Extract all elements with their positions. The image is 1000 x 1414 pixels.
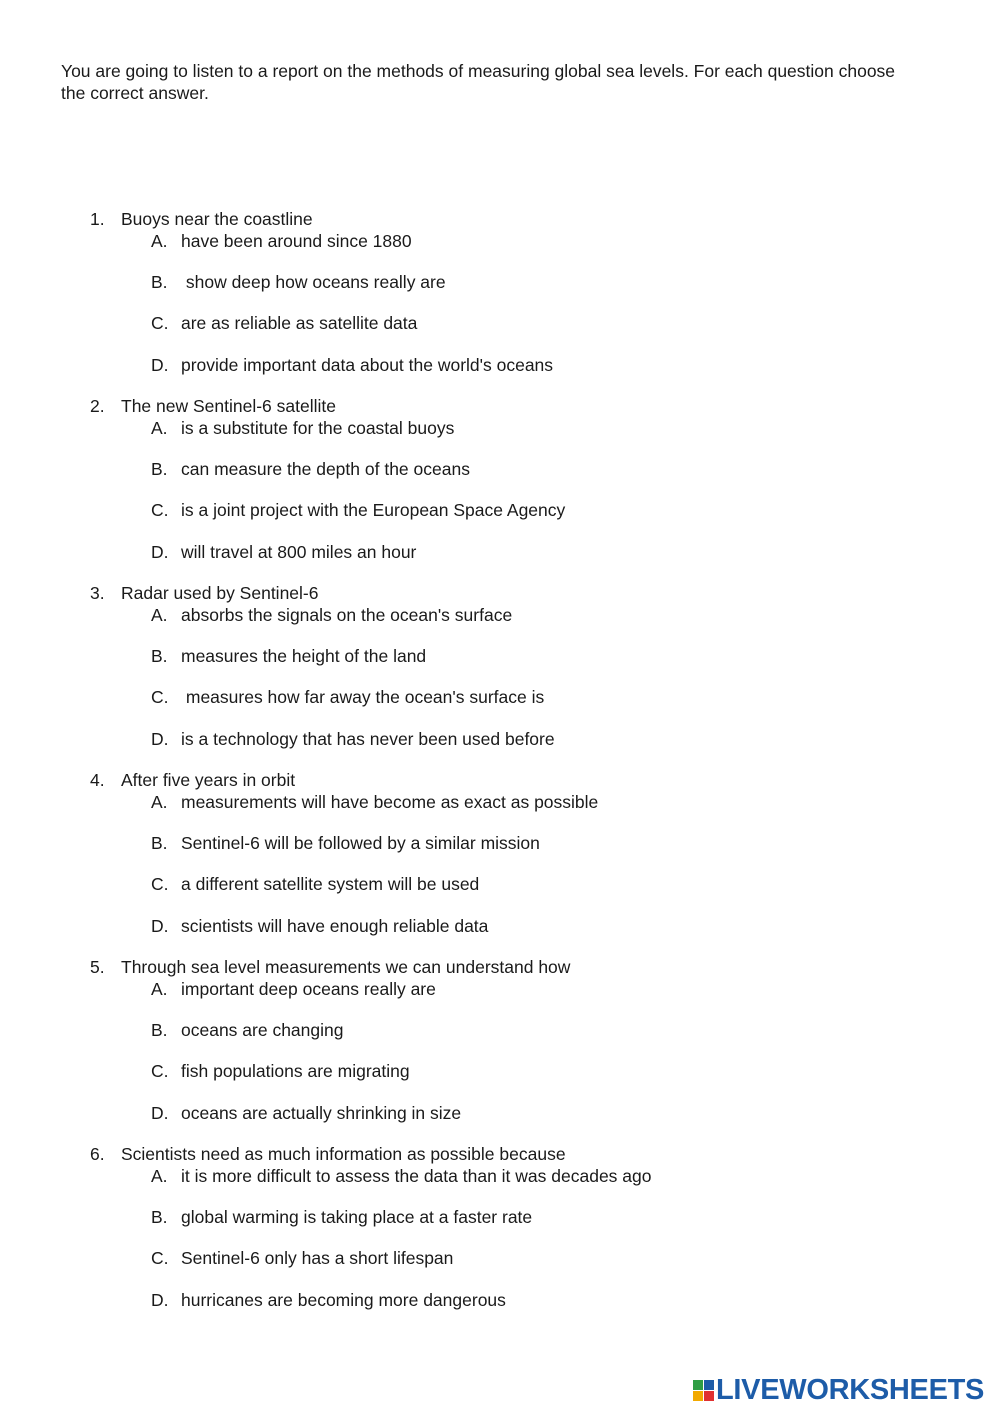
option-text: will travel at 800 miles an hour xyxy=(181,542,417,562)
answer-option[interactable] xyxy=(0,604,1000,626)
option-text: Sentinel-6 will be followed by a similar mission xyxy=(181,833,540,853)
option-letter: C. xyxy=(151,874,169,894)
answer-option[interactable] xyxy=(0,1247,1000,1269)
option-text: measures the height of the land xyxy=(181,646,427,666)
answer-option[interactable] xyxy=(0,417,1000,439)
option-text: show deep how oceans really are xyxy=(181,272,446,292)
option-text: have been around since 1880 xyxy=(181,231,412,251)
option-letter: B. xyxy=(151,1020,168,1040)
question-4 xyxy=(0,769,1000,956)
answer-option[interactable] xyxy=(0,1206,1000,1228)
option-letter: C. xyxy=(151,1061,169,1081)
answer-option[interactable] xyxy=(0,1060,1000,1082)
question-number: 1. xyxy=(90,209,105,229)
option-text: Sentinel-6 only has a short lifespan xyxy=(181,1248,454,1268)
option-text: hurricanes are becoming more dangerous xyxy=(181,1290,506,1310)
option-text: provide important data about the world's oceans xyxy=(181,355,554,375)
question-list xyxy=(0,208,1000,1330)
option-text: absorbs the signals on the ocean's surface xyxy=(181,605,513,625)
question-6 xyxy=(0,1143,1000,1330)
option-letter: B. xyxy=(151,833,168,853)
question-text: Through sea level measurements we can understand how xyxy=(121,957,571,977)
question-text: Buoys near the coastline xyxy=(121,209,313,229)
option-letter: B. xyxy=(151,1207,168,1227)
question-number: 2. xyxy=(90,396,105,416)
question-number: 5. xyxy=(90,957,105,977)
option-text: measures how far away the ocean's surface is xyxy=(181,687,545,707)
option-letter: A. xyxy=(151,792,168,812)
instructions: You are going to listen to a report on the methods of measuring global sea levels. For each question choose the correct answer. xyxy=(61,61,896,103)
option-text: is a technology that has never been used before xyxy=(181,729,555,749)
option-text: global warming is taking place at a faster rate xyxy=(181,1207,533,1227)
option-letter: D. xyxy=(151,916,169,936)
question-text: The new Sentinel-6 satellite xyxy=(121,396,336,416)
liveworksheets-logo-icon xyxy=(692,1379,714,1401)
answer-option[interactable] xyxy=(0,832,1000,854)
question-1 xyxy=(0,208,1000,395)
question-text: Radar used by Sentinel-6 xyxy=(121,583,319,603)
option-letter: D. xyxy=(151,542,169,562)
option-text: is a substitute for the coastal buoys xyxy=(181,418,455,438)
answer-option[interactable] xyxy=(0,915,1000,937)
option-letter: B. xyxy=(151,272,168,292)
option-text: important deep oceans really are xyxy=(181,979,436,999)
option-text: are as reliable as satellite data xyxy=(181,313,418,333)
option-letter: C. xyxy=(151,1248,169,1268)
option-letter: D. xyxy=(151,355,169,375)
option-letter: A. xyxy=(151,605,168,625)
question-5 xyxy=(0,956,1000,1143)
logo-text: LIVEWORKSHEETS xyxy=(716,1374,985,1406)
option-letter: A. xyxy=(151,231,168,251)
question-text: Scientists need as much information as possible because xyxy=(121,1144,566,1164)
answer-option[interactable] xyxy=(0,312,1000,334)
option-letter: A. xyxy=(151,979,168,999)
option-letter: B. xyxy=(151,459,168,479)
option-text: oceans are changing xyxy=(181,1020,344,1040)
answer-option[interactable] xyxy=(0,499,1000,521)
option-text: a different satellite system will be used xyxy=(181,874,480,894)
option-text: oceans are actually shrinking in size xyxy=(181,1103,462,1123)
option-letter: B. xyxy=(151,646,168,666)
option-letter: D. xyxy=(151,1103,169,1123)
option-text: measurements will have become as exact as possible xyxy=(181,792,599,812)
answer-option[interactable] xyxy=(0,1019,1000,1041)
answer-option[interactable] xyxy=(0,458,1000,480)
option-letter: D. xyxy=(151,1290,169,1310)
option-letter: D. xyxy=(151,729,169,749)
question-3 xyxy=(0,582,1000,769)
answer-option[interactable] xyxy=(0,271,1000,293)
option-text: scientists will have enough reliable data xyxy=(181,916,489,936)
question-2 xyxy=(0,395,1000,582)
question-number: 4. xyxy=(90,770,105,790)
answer-option[interactable] xyxy=(0,230,1000,252)
answer-option[interactable] xyxy=(0,645,1000,667)
answer-option[interactable] xyxy=(0,791,1000,813)
answer-option[interactable] xyxy=(0,728,1000,750)
option-letter: A. xyxy=(151,1166,168,1186)
option-text: can measure the depth of the oceans xyxy=(181,459,470,479)
option-letter: C. xyxy=(151,500,169,520)
option-text: it is more difficult to assess the data than it was decades ago xyxy=(181,1166,652,1186)
question-number: 3. xyxy=(90,583,105,603)
option-letter: C. xyxy=(151,687,169,707)
option-letter: A. xyxy=(151,418,168,438)
answer-option[interactable] xyxy=(0,1165,1000,1187)
option-letter: C. xyxy=(151,313,169,333)
question-number: 6. xyxy=(90,1144,105,1164)
question-text: After five years in orbit xyxy=(121,770,296,790)
answer-option[interactable] xyxy=(0,1102,1000,1124)
answer-option[interactable] xyxy=(0,354,1000,376)
option-text: is a joint project with the European Space Agency xyxy=(181,500,566,520)
answer-option[interactable] xyxy=(0,978,1000,1000)
answer-option[interactable] xyxy=(0,873,1000,895)
answer-option[interactable] xyxy=(0,686,1000,708)
liveworksheets-logo[interactable] xyxy=(692,1374,985,1406)
option-text: fish populations are migrating xyxy=(181,1061,410,1081)
answer-option[interactable] xyxy=(0,541,1000,563)
answer-option[interactable] xyxy=(0,1289,1000,1311)
